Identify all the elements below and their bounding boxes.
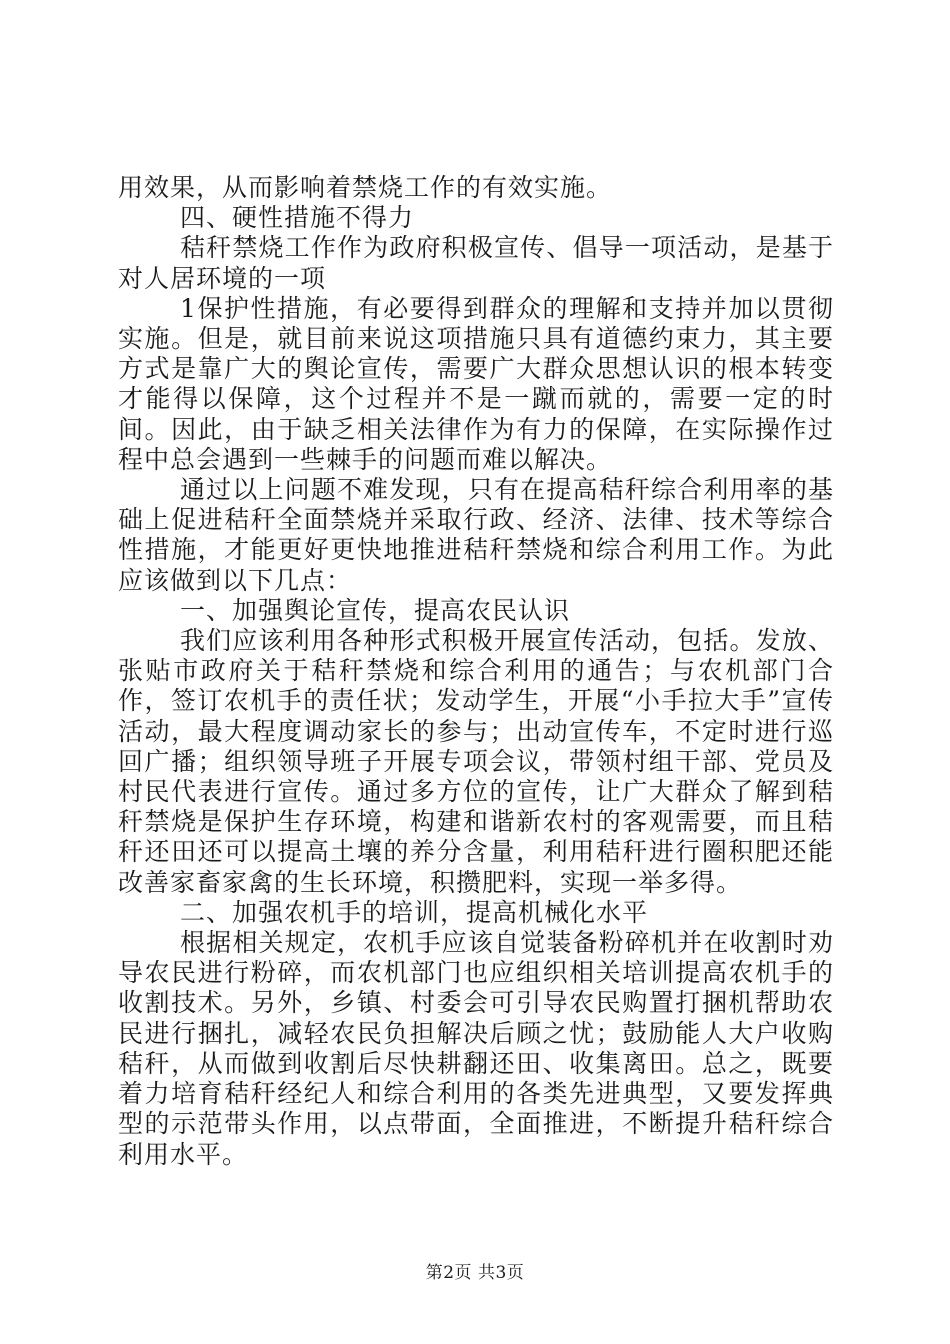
paragraph-training: 根据相关规定，农机手应该自觉装备粉碎机并在收割时劝导农民进行粉碎，而农机部门也应组织相关培训提高农机手的收割技术。另外，乡镇、村委会可引导农民购置打捆机帮助农民进行捆扎，减轻农民负担解决后顾之忧；鼓励能人大户收购秸秆，从而做到收割后尽快耕翻还田、收集离田。总之，既要着力培育秸秆经纪人和综合利用的各类先进典型，又要发挥典型的示范带头作用，以点带面，全面推进，不断提升秸秆综合利用水平。 (118, 928, 834, 1169)
paragraph-protective-measures: 1保护性措施，有必要得到群众的理解和支持并加以贯彻实施。但是，就目前来说这项措施只具有道德约束力，其主要方式是靠广大的舆论宣传，需要广大群众思想认识的根本转变才能得以保障，这个过程并不是一蹴而就的，需要一定的时间。因此，由于缺乏相关法律作为有力的保障，在实际操作过程中总会遇到一些棘手的问题而难以解决。 (118, 293, 834, 474)
paragraph-straw-ban-policy: 秸秆禁烧工作作为政府积极宣传、倡导一项活动，是基于对人居环境的一项 (118, 233, 834, 293)
section-heading-four: 四、硬性措施不得力 (180, 203, 415, 233)
paragraph-conclusion-intro: 通过以上问题不难发现，只有在提高秸秆综合利用率的基础上促进秸秆全面禁烧并采取行政、经济、法律、技术等综合性措施，才能更好更快地推进秸秆禁烧和综合利用工作。为此应该做到以下几点： (118, 475, 834, 595)
paragraph-continuation: 用效果，从而影响着禁烧工作的有效实施。 (118, 173, 613, 202)
section-heading-one: 一、加强舆论宣传，提高农民认识 (180, 595, 571, 625)
page-footer: 第2页 共3页 (425, 1263, 525, 1283)
document-body (118, 173, 834, 1170)
paragraph-publicity: 我们应该利用各种形式积极开展宣传活动，包括。发放、张贴市政府关于秸秆禁烧和综合利用的通告；与农机部门合作，签订农机手的责任状；发动学生，开展“小手拉大手”宣传活动，最大程度调动家长的参与；出动宣传车，不定时进行巡回广播；组织领导班子开展专项会议，带领村组干部、党员及村民代表进行宣传。通过多方位的宣传，让广大群众了解到秸秆禁烧是保护生存环境，构建和谐新农村的客观需要，而且秸秆还田还可以提高土壤的养分含量，利用秸秆进行圈积肥还能改善家畜家禽的生长环境，积攒肥料，实现一举多得。 (118, 626, 834, 897)
section-heading-two: 二、加强农机手的培训，提高机械化水平 (180, 897, 649, 927)
